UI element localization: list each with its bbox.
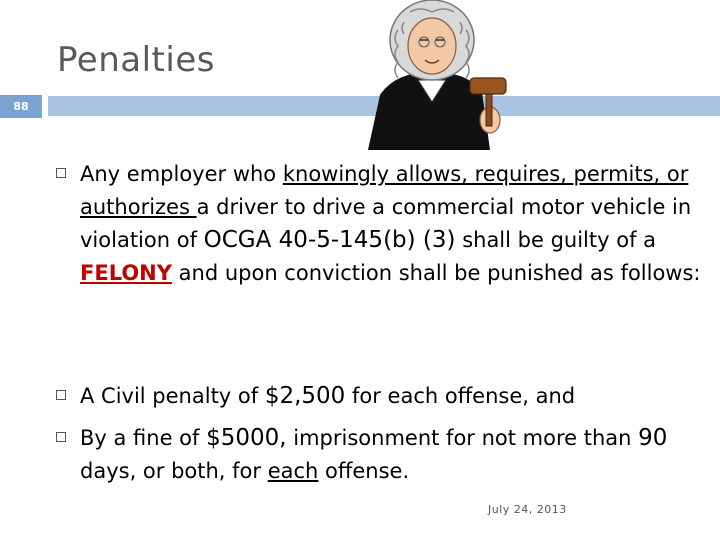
bullet-marker — [56, 390, 66, 400]
each-underlined: each — [267, 459, 319, 483]
bullet-2-text-b: for each offense, and — [345, 384, 576, 408]
bullet-1-underlined: knowingly allows, requires, permits, or authorizes — [80, 162, 689, 219]
judge-with-gavel-icon — [340, 0, 525, 150]
bullet-2-text-a: A Civil penalty of — [80, 384, 265, 408]
bullet-marker — [56, 168, 66, 178]
slide-title: Penalties — [57, 40, 215, 80]
bullet-1 — [80, 158, 716, 290]
bullet-marker — [56, 432, 66, 442]
fine-amount: $5000, — [206, 425, 287, 451]
felony-label: FELONY — [80, 261, 172, 285]
bullet-1-text-c: shall be guilty of a — [455, 228, 657, 252]
bullet-1-text-a: Any employer who — [80, 162, 283, 186]
bullet-1-text-d: and upon conviction shall be punished as follows: — [171, 261, 701, 285]
civil-penalty-amount: $2,500 — [264, 383, 346, 409]
days-count: 90 — [638, 425, 668, 451]
bullet-1-statute: OCGA 40-5-145(b) (3) — [203, 227, 456, 253]
bullet-3-text-b: imprisonment for not more than — [286, 426, 639, 450]
bullet-2 — [80, 380, 716, 413]
bullet-1-text-b: a driver to drive a commercial motor vehicle in violation of — [80, 195, 692, 252]
slide-number-badge: 88 — [0, 95, 42, 118]
bullet-3-text-c: days, or both, for — [80, 459, 268, 483]
bullet-3-text-d: offense. — [318, 459, 410, 483]
bullet-3 — [80, 422, 716, 488]
bullet-3-text-a: By a fine of — [80, 426, 207, 450]
slide-date: July 24, 2013 — [488, 503, 567, 516]
